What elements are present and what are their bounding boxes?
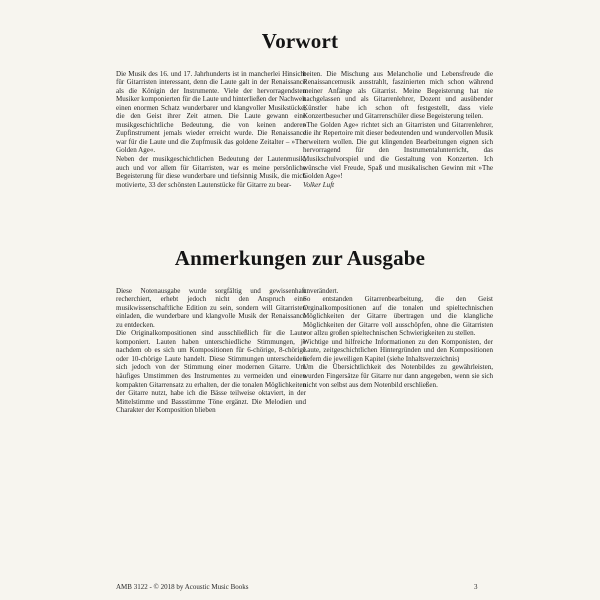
footer-copyright: AMB 3122 - © 2018 by Acoustic Music Books [116, 583, 249, 591]
anmerkungen-right-column [303, 278, 493, 389]
vorwort-left-column [116, 61, 306, 189]
anmerkungen-left-text: Diese Notenausgabe wurde sorgfältig und gewissenhaft recherchiert, erhebt jedoch nicht den Anspruch eine musikwissenschaftliche Edition zu sein, sondern will Gitarristen einladen, die wunderbare und klangvolle Musik der Renaissance zu entdecken. Die Originalkompositionen sind ausschließlich für die Laute komponiert. Lauten haben unterschiedliche Stimmungen, je nachdem ob es sich um Kompositionen für 6-chörige, 8-chörige oder 10-chörige Laute handelt. Diese Stimmungen unterscheiden sich jedoch von der Stimmung einer modernen Gitarre. Um häufiges Umstimmen des Instrumentes zu vermeiden und einen kompakten Gitarrensatz zu erhalten, der die tonalen Möglichkeiten der Gitarre nutzt, habe ich die Bässe teilweise oktaviert, in der Mittelstimme und Bassstimme Töne ergänzt. Die Melodien und Charakter der Komposition blieben [116, 286, 306, 415]
vorwort-right-text: beiten. Die Mischung aus Melancholie und Lebensfreude die Renaissancemusik ausstrahlt, faszinierten mich schon während meiner Anfänge als Gitarrist. Meine Begeisterung hat nie nachgelassen und als Gitarrenlehrer, Dozent und ausübender Künstler habe ich schon oft festgestellt, dass viele Konzertbesucher und Gitarrenschüler diese Begeisterung teilen. »The Golden Age« richtet sich an Gitarristen und Gitarrenlehrer, die ihr Repertoire mit dieser bedeutenden und wundervollen Musik erweitern wollen. Die gut klingenden Bearbeitungen eignen sich hervorragend für den Instrumentalunterricht, das Musikschulvorspiel und die Gestaltung von Konzerten. Ich wünsche viel Freude, Spaß und musikalischen Gewinn mit »The Golden Age«! [303, 69, 493, 181]
vorwort-left-text: Die Musik des 16. und 17. Jahrhunderts ist in mancherlei Hinsicht für Gitarristen interessant, denn die Laute galt in der Renaissance als die Königin der Instrumente. Viele der hervorragendsten Musiker komponierten für die Laute und hinterließen der Nachwelt einen enormen Schatz wunderbarer und klangvoller Musikstücke, die den Geist ihrer Zeit atmen. Die Laute gewann eine musikgeschichtliche Bedeutung, die von keinen anderen Zupfinstrument jemals wieder erreicht wurde. Die Renaissance war für die Laute und die Zupfmusik das goldene Zeitalter – »The Golden Age«. Neben der musikgeschichtlichen Bedeutung der Lautenmusik, auch und vor allem für Gitarristen, war es meine persönliche Begeisterung für diese wunderbare und tiefsinnig Musik, die mich motivierte, 33 der schönsten Lautenstücke für Gitarre zu bear- [116, 69, 306, 189]
anmerkungen-right-text: unverändert. So entstanden Gitarrenbearbeitung, die den Geist Orginalkompositionen auf die tonalen und spieltechnischen Möglichkeiten der Gitarre übertragen und die klangliche Möglichkeiten der Gitarre voll ausschöpfen, ohne die Gitarristen vor allzu großen spieltechnischen Schwierigkeiten zu stellen. Wichtige und hilfreiche Informationen zu den Komponisten, der Laute, zeitgeschichtlichen Hintergründen und den Kompositionen liefern die jeweiligen Kapitel (siehe Inhaltsverzeichnis) Um die Übersichtlichkeit des Notenbildes zu gewährleisten, wurden Fingersätze für Gitarre nur dann angegeben, wenn sie sich nicht von selbst aus dem Notenbild erschließen. [303, 286, 493, 389]
section-title-anmerkungen: Anmerkungen zur Ausgabe [174, 246, 426, 270]
page-number: 3 [474, 583, 478, 591]
author-signature: Volker Luft [303, 180, 335, 189]
anmerkungen-left-column [116, 278, 306, 415]
vorwort-right-column [303, 61, 493, 198]
section-title-vorwort: Vorwort [261, 29, 339, 53]
